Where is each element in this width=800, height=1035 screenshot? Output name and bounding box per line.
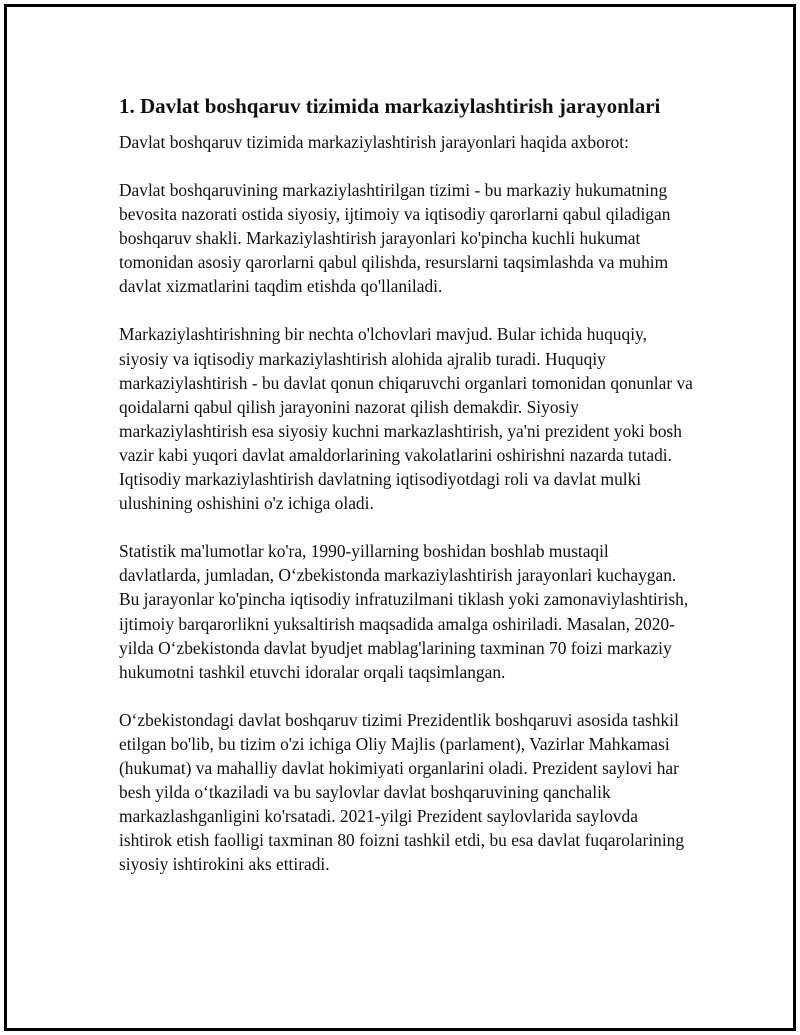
paragraph-dimensions: Markaziylashtirishning bir nechta o'lchovlari mavjud. Bular ichida huquqiy, siyosiy va iqtisodiy markaziylashtirish alohida ajralib turadi. Huquqiy markaziylashtirish - bu davlat qonun chiqaruvchi organlari tomonidan qonunlar va qoidalarni qabul qilish jarayonini nazorat qilish demakdir. Siyosiy markaziylashtirish esa siyosiy kuchni markazlashtirish, ya'ni prezident yoki bosh vazir kabi yuqori davlat amaldorlarining vakolatlarini oshirishni nazarda tutadi. Iqtisodiy markaziylashtirish davlatning iqtisodiyotdagi roli va davlat mulki ulushining oshishini o'z ichiga oladi.	[119, 324, 693, 514]
paragraph-statistics: Statistik ma'lumotlar ko'ra, 1990-yillarning boshidan boshlab mustaqil davlatlarda, jumladan, O‘zbekistonda markaziylashtirish jarayonlari kuchaygan. Bu jarayonlar ko'pincha iqtisodiy infratuzilmani tiklash yoki zamonaviylashtirish, ijtimoiy barqarorlikni yuksaltirish maqsadida amalga oshiriladi. Masalan, 2020-yilda O‘zbekistonda davlat byudjet mablag'larining taxminan 70 foizi markaziy hukumotni tashkil etuvchi idoralar orqali taqsimlangan.	[119, 541, 689, 682]
document-body	[119, 92, 694, 876]
paragraph-uzbekistan-system: O‘zbekistondagi davlat boshqaruv tizimi Prezidentlik boshqaruvi asosida tashkil etilgan bo'lib, bu tizim o'zi ichiga Oliy Majlis (parlament), Vazirlar Mahkamasi (hukumat) va mahalliy davlat hokimiyati organlarini oladi. Prezident saylovi har besh yilda o‘tkaziladi va bu saylovlar davlat boshqaruvining qanchalik markazlashganligini ko'rsatadi. 2021-yilgi Prezident saylovlarida saylovda ishtirok etish faolligi taxminan 80 foizni tashkil etdi, bu esa davlat fuqarolarining siyosiy ishtirokini aks ettiradi.	[119, 709, 685, 875]
document-heading: 1. Davlat boshqaruv tizimida markaziylashtirish jarayonlari	[119, 94, 661, 118]
paragraph-definition: Davlat boshqaruvining markaziylashtirilgan tizimi - bu markaziy hukumatning bevosita nazorati ostida siyosiy, ijtimoiy va iqtisodiy qarorlarni qabul qiladigan boshqaruv shakli. Markaziylashtirish jarayonlari ko'pincha kuchli hukumat tomonidan asosiy qarorlarni qabul qilishda, resurslarni taqsimlashda va muhim davlat xizmatlarini taqdim etishda qo'llaniladi.	[119, 180, 671, 297]
intro-line: Davlat boshqaruv tizimida markaziylashtirish jarayonlari haqida axborot:	[119, 132, 629, 152]
